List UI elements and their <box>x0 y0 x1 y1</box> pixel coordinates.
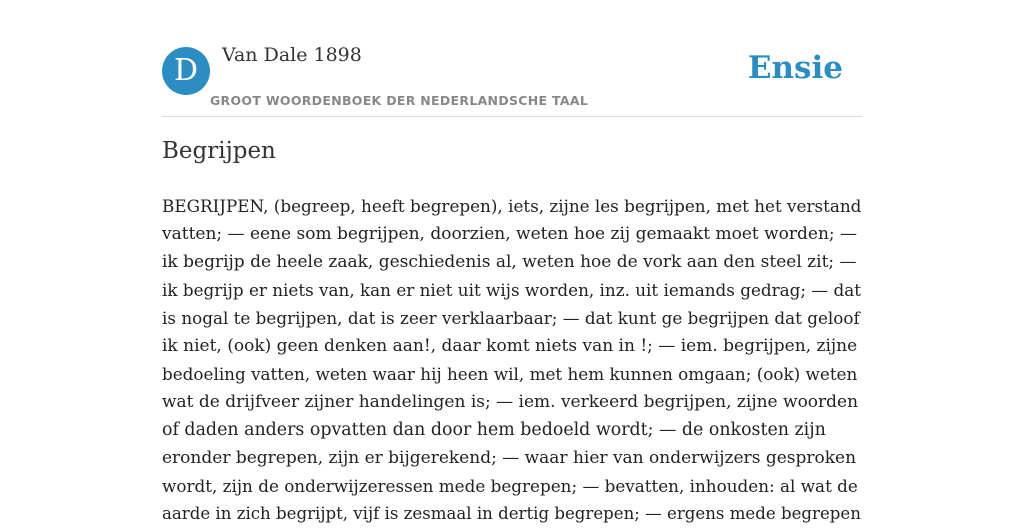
entry-line: bedoeling vatten, weten waar hij heen wil, met hem kunnen omgaan; (ook) weten <box>162 364 858 384</box>
entry-line: is nogal te begrijpen, dat is zeer verklaarbaar; — dat kunt ge begrijpen dat geloof <box>162 308 860 328</box>
entry-line: of daden anders opvatten dan door hem bedoeld wordt; — de onkosten zijn <box>162 420 826 440</box>
entry-line: ik niet, (ook) geen denken aan!, daar komt niets van in !; — iem. begrijpen, zijne <box>162 336 858 356</box>
entry-line: ik begrijp de heele zaak, geschiedenis al, weten hoe de vork aan den steel zit; — <box>162 252 857 272</box>
entry-line: wordt, zijn de onderwijzeressen mede begrepen; — bevatten, inhouden: al wat de <box>162 476 858 496</box>
source-subtitle: GROOT WOORDENBOEK DER NEDERLANDSCHE TAAL <box>210 93 589 108</box>
entry-body <box>162 192 862 528</box>
entry-line: wat de drijfveer zijner handelingen is; — iem. verkeerd begrijpen, zijne woorden <box>162 392 859 412</box>
entry-title: Begrijpen <box>162 138 276 164</box>
source-title[interactable]: Van Dale 1898 <box>222 44 362 66</box>
header <box>162 0 862 117</box>
entry-line: eronder begrepen, zijn er bijgerekend; — waar hier van onderwijzers gesproken <box>162 448 857 468</box>
entry-line: ik begrijp er niets van, kan er niet uit wijs worden, inz. uit iemands gedrag; — dat <box>162 280 861 300</box>
entry-line: BEGRIJPEN, (begreep, heeft begrepen), iets, zijne les begrijpen, met het verstand <box>162 196 862 216</box>
entry-line: vatten; — eene som begrijpen, doorzien, weten hoe zij gemaakt moet worden; — <box>162 224 858 244</box>
entry-line: aarde in zich begrijpt, vijf is zesmaal in dertig begrepen; — ergens mede begrepen <box>162 504 861 523</box>
brand-logo[interactable]: Ensie <box>747 50 843 86</box>
source-avatar[interactable]: D <box>162 47 210 95</box>
